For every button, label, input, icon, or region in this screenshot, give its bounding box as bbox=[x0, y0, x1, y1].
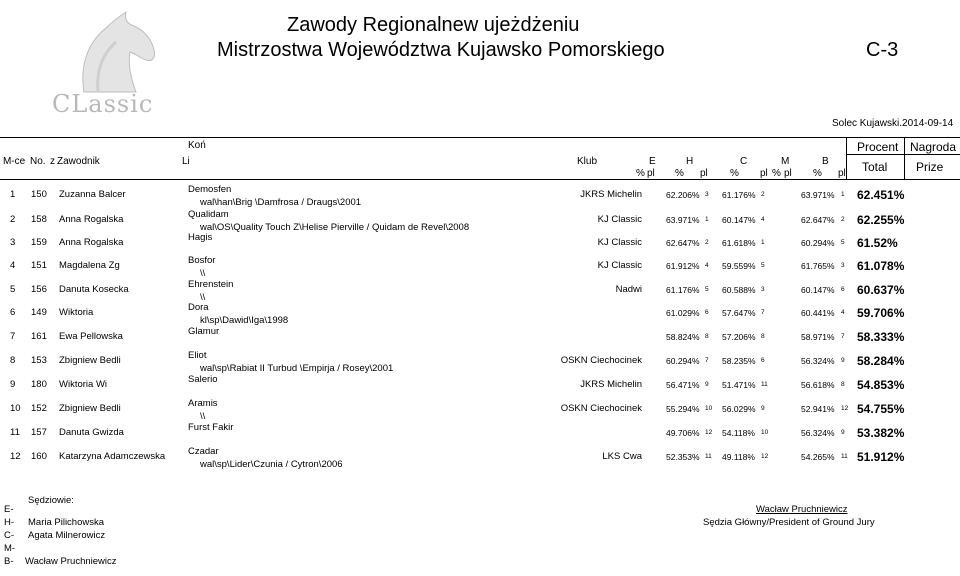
cell-pedigree: \\ bbox=[200, 268, 206, 279]
cell-no: 160 bbox=[31, 451, 47, 462]
cell-horse: Demosfen bbox=[188, 184, 232, 195]
cell-horse: Salerio bbox=[188, 374, 218, 385]
cell-horse: Qualidam bbox=[188, 209, 229, 220]
cell-no: 149 bbox=[31, 307, 47, 318]
cell-place: 6 bbox=[10, 307, 16, 318]
cell-p3: 3 bbox=[841, 262, 845, 269]
cell-p1: 8 bbox=[705, 333, 709, 340]
cell-s2: 57.647% bbox=[722, 308, 756, 318]
cell-rider: Anna Rogalska bbox=[59, 237, 124, 248]
subheader-pct: % bbox=[772, 168, 781, 179]
cell-club: KJ Classic bbox=[597, 237, 642, 248]
cell-s3: 61.765% bbox=[801, 261, 835, 271]
cell-horse: Bosfor bbox=[188, 255, 216, 266]
cell-p1: 5 bbox=[705, 286, 709, 293]
cell-total: 58.333% bbox=[857, 330, 905, 344]
cell-s1: 61.912% bbox=[666, 261, 700, 271]
cell-s3: 63.971% bbox=[801, 190, 835, 200]
cell-p1: 3 bbox=[705, 191, 709, 198]
cell-p1: 10 bbox=[705, 405, 713, 412]
cell-p3: 8 bbox=[841, 381, 845, 388]
header-judge-e: E bbox=[649, 156, 656, 167]
subheader-pl: pl bbox=[700, 168, 708, 179]
cell-s1: 52.353% bbox=[666, 452, 700, 462]
cell-total: 58.284% bbox=[857, 354, 905, 368]
cell-s2: 56.029% bbox=[722, 404, 756, 414]
cell-place: 10 bbox=[10, 403, 21, 414]
cell-p2: 1 bbox=[761, 239, 765, 246]
cell-s2: 61.618% bbox=[722, 238, 756, 248]
cell-rider: Danuta Gwizda bbox=[59, 427, 124, 438]
cell-s2: 61.176% bbox=[722, 190, 756, 200]
cell-total: 61.078% bbox=[857, 259, 905, 273]
cell-club: JKRS Michelin bbox=[580, 379, 642, 390]
cell-s2: 49.118% bbox=[722, 452, 755, 462]
cell-s3: 52.941% bbox=[801, 404, 835, 414]
header-z: z bbox=[50, 156, 55, 167]
judge-name: Maria Pilichowska bbox=[28, 517, 105, 528]
cell-p3: 6 bbox=[841, 286, 845, 293]
cell-s1: 61.029% bbox=[666, 308, 700, 318]
cell-no: 151 bbox=[31, 260, 47, 271]
cell-p2: 11 bbox=[761, 381, 768, 388]
cell-p1: 11 bbox=[705, 453, 712, 460]
header-judge-b: B bbox=[822, 156, 829, 167]
cell-horse: Czadar bbox=[188, 446, 219, 457]
cell-s1: 56.471% bbox=[666, 380, 700, 390]
cell-place: 3 bbox=[10, 237, 16, 248]
cell-horse: Dora bbox=[188, 302, 209, 313]
cell-total: 61.52% bbox=[857, 236, 898, 250]
cell-rider: Zuzanna Balcer bbox=[59, 189, 126, 200]
subheader-pct: % bbox=[813, 168, 822, 179]
cell-total: 51.912% bbox=[857, 450, 905, 464]
subheader-pct: % bbox=[730, 168, 739, 179]
header-li: Li bbox=[182, 156, 190, 167]
cell-place: 1 bbox=[10, 189, 16, 200]
cell-s3: 60.294% bbox=[801, 238, 835, 248]
cell-s1: 58.824% bbox=[666, 332, 700, 342]
judge-position: H- bbox=[4, 517, 15, 528]
cell-pedigree: \\ bbox=[200, 292, 206, 303]
judge-position: M- bbox=[4, 543, 16, 554]
cell-horse: Hagis bbox=[188, 232, 213, 243]
cell-rider: Wiktoria Wi bbox=[59, 379, 108, 390]
cell-place: 5 bbox=[10, 284, 16, 295]
cell-p3: 7 bbox=[841, 333, 845, 340]
cell-no: 156 bbox=[31, 284, 47, 295]
header-number: No. bbox=[30, 156, 46, 167]
cell-s3: 62.647% bbox=[801, 215, 835, 225]
cell-p1: 4 bbox=[705, 262, 709, 269]
class-code: C-3 bbox=[866, 39, 899, 61]
cell-s1: 63.971% bbox=[666, 215, 700, 225]
header-club: Klub bbox=[577, 156, 598, 167]
cell-p3: 12 bbox=[841, 405, 849, 412]
cell-total: 62.451% bbox=[857, 188, 905, 202]
cell-horse: Glamur bbox=[188, 326, 220, 337]
cell-s3: 54.265% bbox=[801, 452, 835, 462]
judges-label: Sędziowie: bbox=[28, 495, 74, 506]
cell-pedigree: wal\han\Brig \Damfrosa / Draugs\2001 bbox=[200, 197, 362, 208]
cell-total: 54.755% bbox=[857, 402, 905, 416]
cell-rider: Zbigniew Bedli bbox=[59, 355, 121, 366]
cell-place: 4 bbox=[10, 260, 16, 271]
cell-s1: 55.294% bbox=[666, 404, 700, 414]
judge-position: E- bbox=[4, 504, 14, 515]
header-judge-c: C bbox=[740, 156, 748, 167]
cell-p2: 6 bbox=[761, 357, 765, 364]
cell-pedigree: wal\OS\Quality Touch Z\Helise Pierville / Quidam de Revel\2008 bbox=[200, 222, 470, 233]
cell-p2: 2 bbox=[761, 191, 765, 198]
cell-horse: Ehrenstein bbox=[188, 279, 234, 290]
header-rider: Zawodnik bbox=[57, 156, 100, 167]
cell-p1: 7 bbox=[705, 357, 709, 364]
cell-club: LKS Cwa bbox=[602, 451, 642, 462]
logo-wordmark: CLassic bbox=[52, 90, 154, 118]
cell-p2: 7 bbox=[761, 309, 765, 316]
cell-rider: Katarzyna Adamczewska bbox=[59, 451, 166, 462]
cell-no: 157 bbox=[31, 427, 47, 438]
cell-s2: 58.235% bbox=[722, 356, 756, 366]
header-judge-h: H bbox=[686, 156, 694, 167]
cell-total: 53.382% bbox=[857, 426, 905, 440]
cell-s1: 61.176% bbox=[666, 285, 700, 295]
cell-s1: 49.706% bbox=[666, 428, 700, 438]
cell-place: 2 bbox=[10, 214, 16, 225]
title-line-2: Mistrzostwa Województwa Kujawsko Pomorskiego bbox=[217, 39, 665, 61]
place-date: Solec Kujawski.2014-09-14 bbox=[832, 118, 954, 129]
cell-no: 159 bbox=[31, 237, 47, 248]
cell-club: JKRS Michelin bbox=[580, 189, 642, 200]
cell-s2: 59.559% bbox=[722, 261, 756, 271]
cell-p3: 11 bbox=[841, 453, 848, 460]
header-procent: Procent bbox=[857, 140, 899, 154]
cell-s3: 58.971% bbox=[801, 332, 835, 342]
cell-p1: 1 bbox=[705, 216, 709, 223]
chief-judge-name: Wacław Pruchniewicz bbox=[756, 504, 848, 515]
cell-p2: 12 bbox=[761, 453, 769, 460]
cell-p1: 2 bbox=[705, 239, 709, 246]
cell-place: 11 bbox=[10, 427, 20, 438]
cell-no: 150 bbox=[31, 189, 47, 200]
header-place: M-ce bbox=[3, 156, 26, 167]
header-prize: Prize bbox=[916, 160, 944, 174]
cell-no: 158 bbox=[31, 214, 47, 225]
cell-p2: 4 bbox=[761, 216, 765, 223]
cell-no: 152 bbox=[31, 403, 47, 414]
cell-total: 62.255% bbox=[857, 213, 905, 227]
cell-s1: 62.206% bbox=[666, 190, 700, 200]
cell-s2: 54.118% bbox=[722, 428, 755, 438]
header-horse: Koń bbox=[188, 140, 206, 151]
cell-club: KJ Classic bbox=[597, 214, 642, 225]
cell-s2: 51.471% bbox=[722, 380, 756, 390]
subheader-pl: pl bbox=[647, 168, 655, 179]
cell-rider: Magdalena Zg bbox=[59, 260, 120, 271]
cell-p1: 12 bbox=[705, 429, 713, 436]
cell-rider: Anna Rogalska bbox=[59, 214, 124, 225]
cell-rider: Wiktoria bbox=[59, 307, 94, 318]
cell-s3: 56.324% bbox=[801, 356, 835, 366]
judge-position: B- bbox=[4, 556, 14, 567]
cell-p1: 6 bbox=[705, 309, 709, 316]
judge-position: C- bbox=[4, 530, 15, 541]
header-total: Total bbox=[862, 160, 888, 174]
cell-place: 12 bbox=[10, 451, 21, 462]
cell-p2: 10 bbox=[761, 429, 769, 436]
cell-p2: 8 bbox=[761, 333, 765, 340]
cell-rider: Ewa Pellowska bbox=[59, 331, 123, 342]
cell-total: 59.706% bbox=[857, 306, 905, 320]
cell-s2: 60.147% bbox=[722, 215, 756, 225]
cell-horse: Eliot bbox=[188, 350, 207, 361]
cell-p3: 9 bbox=[841, 429, 845, 436]
cell-club: OSKN Ciechocinek bbox=[560, 355, 642, 366]
cell-club: Nadwi bbox=[615, 284, 642, 295]
cell-p3: 1 bbox=[841, 191, 845, 198]
title-line-1: Zawody Regionalnew ujeżdżeniu bbox=[287, 14, 580, 36]
cell-p1: 9 bbox=[705, 381, 709, 388]
subheader-pl: pl bbox=[760, 168, 768, 179]
cell-s3: 56.618% bbox=[801, 380, 835, 390]
header-nagroda: Nagroda bbox=[910, 140, 957, 154]
cell-no: 153 bbox=[31, 355, 47, 366]
cell-place: 7 bbox=[10, 331, 16, 342]
cell-s1: 62.647% bbox=[666, 238, 700, 248]
cell-p3: 4 bbox=[841, 309, 845, 316]
cell-club: OSKN Ciechocinek bbox=[560, 403, 642, 414]
cell-s2: 60.588% bbox=[722, 285, 756, 295]
cell-pedigree: wal\sp\Rabiat II Turbud \Empirja / Rosey\2001 bbox=[200, 363, 394, 374]
cell-pedigree: \\ bbox=[200, 411, 206, 422]
cell-rider: Zbigniew Bedli bbox=[59, 403, 121, 414]
cell-p2: 9 bbox=[761, 405, 765, 412]
cell-place: 9 bbox=[10, 379, 16, 390]
judge-name: Wacław Pruchniewicz bbox=[25, 556, 117, 567]
cell-no: 161 bbox=[31, 331, 47, 342]
cell-rider: Danuta Kosecka bbox=[59, 284, 129, 295]
cell-p3: 5 bbox=[841, 239, 845, 246]
cell-s2: 57.206% bbox=[722, 332, 756, 342]
cell-total: 60.637% bbox=[857, 283, 905, 297]
classic-logo bbox=[24, 6, 184, 124]
chief-judge-title: Sędzia Główny/President of Ground Jury bbox=[703, 517, 875, 528]
cell-s1: 60.294% bbox=[666, 356, 700, 366]
subheader-pl: pl bbox=[838, 168, 846, 179]
cell-s3: 60.147% bbox=[801, 285, 835, 295]
cell-total: 54.853% bbox=[857, 378, 905, 392]
cell-horse: Furst Fakir bbox=[188, 422, 234, 433]
subheader-pct: % bbox=[636, 168, 645, 179]
cell-no: 180 bbox=[31, 379, 47, 390]
subheader-pct: % bbox=[675, 168, 684, 179]
cell-place: 8 bbox=[10, 355, 16, 366]
subheader-pl: pl bbox=[784, 168, 792, 179]
cell-horse: Aramis bbox=[188, 398, 218, 409]
cell-s3: 56.324% bbox=[801, 428, 835, 438]
cell-p2: 3 bbox=[761, 286, 765, 293]
cell-s3: 60.441% bbox=[801, 308, 835, 318]
cell-pedigree: kl\sp\Dawid\Iga\1998 bbox=[200, 315, 289, 326]
cell-pedigree: wal\sp\Lider\Czunia / Cytron\2006 bbox=[200, 459, 343, 470]
header-judge-m: M bbox=[781, 156, 790, 167]
cell-p3: 9 bbox=[841, 357, 845, 364]
cell-p3: 2 bbox=[841, 216, 845, 223]
cell-p2: 5 bbox=[761, 262, 765, 269]
cell-club: KJ Classic bbox=[597, 260, 642, 271]
judge-name: Agata Milnerowicz bbox=[28, 530, 106, 541]
